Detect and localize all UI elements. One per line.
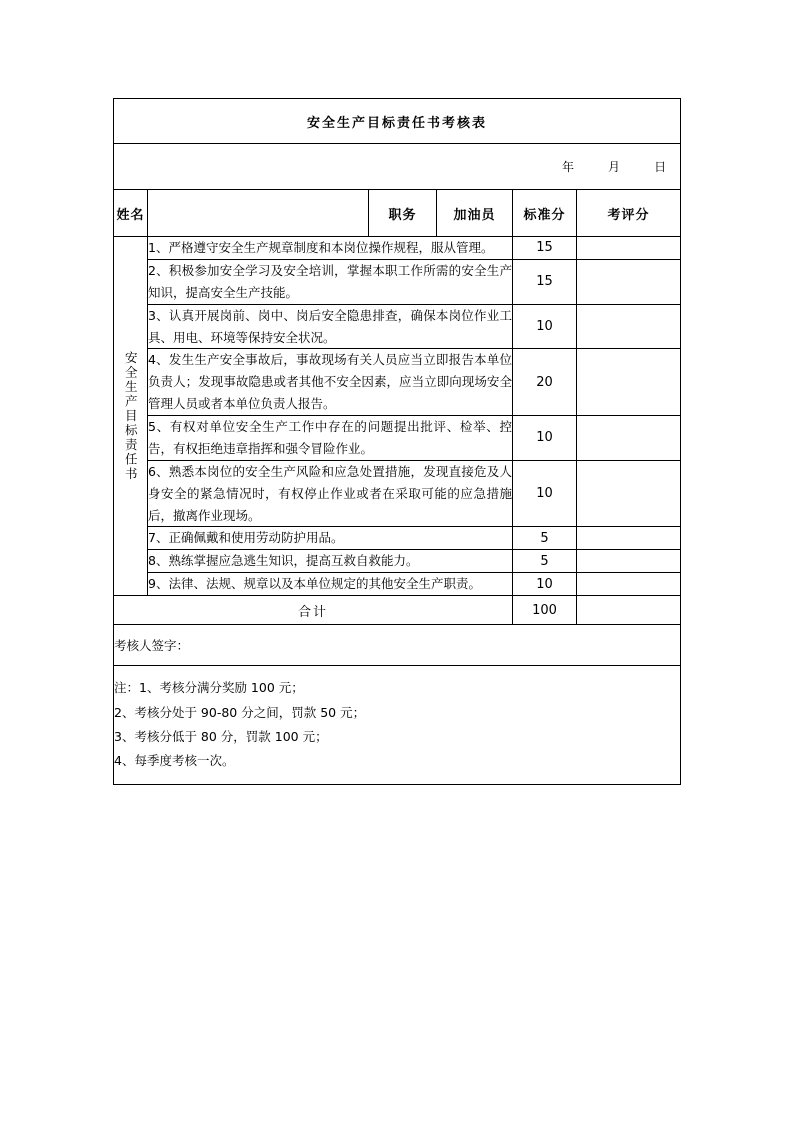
review-score-label: 考评分 xyxy=(577,190,681,237)
item-review-score[interactable] xyxy=(577,573,681,596)
item-review-score[interactable] xyxy=(577,237,681,260)
item-text: 8、熟练掌握应急逃生知识，提高互救自救能力。 xyxy=(148,550,513,573)
table-row xyxy=(114,550,681,573)
item-score: 5 xyxy=(513,527,577,550)
item-score: 15 xyxy=(513,259,577,304)
document-title: 安全生产目标责任书考核表 xyxy=(114,99,681,144)
year-label: 年 xyxy=(562,160,575,174)
item-score: 15 xyxy=(513,237,577,260)
item-score: 5 xyxy=(513,550,577,573)
table-row xyxy=(114,237,681,260)
title-row xyxy=(114,99,681,144)
month-label: 月 xyxy=(608,160,621,174)
total-row xyxy=(114,596,681,625)
note-line: 注：1、考核分满分奖励 100 元； xyxy=(114,680,304,696)
note-line: 2、考核分处于 90-80 分之间，罚款 50 元； xyxy=(114,704,366,720)
item-text: 3、认真开展岗前、岗中、岗后安全隐患排查，确保本岗位作业工具、用电、环境等保持安全状况。 xyxy=(148,304,513,349)
side-label-text: 安全生产目标责任书 xyxy=(123,350,139,482)
item-review-score[interactable] xyxy=(577,460,681,527)
date-fields xyxy=(114,144,681,190)
signature-field[interactable]: 考核人签字： xyxy=(114,625,681,666)
name-value[interactable] xyxy=(148,190,369,237)
item-review-score[interactable] xyxy=(577,550,681,573)
notes-block xyxy=(114,666,681,785)
item-score: 10 xyxy=(513,460,577,527)
note-line: 4、每季度考核一次。 xyxy=(114,753,235,769)
standard-score-label: 标准分 xyxy=(513,190,577,237)
table-row xyxy=(114,349,681,416)
note-line: 3、考核分低于 80 分，罚款 100 元； xyxy=(114,729,328,744)
total-review-score[interactable] xyxy=(577,596,681,625)
date-row xyxy=(114,144,681,190)
table-row xyxy=(114,460,681,527)
item-review-score[interactable] xyxy=(577,416,681,461)
assessment-table xyxy=(113,98,681,785)
item-text: 9、法律、法规、规章以及本单位规定的其他安全生产职责。 xyxy=(148,573,513,596)
total-label: 合计 xyxy=(114,596,513,625)
item-review-score[interactable] xyxy=(577,527,681,550)
item-text: 4、发生生产安全事故后，事故现场有关人员应当立即报告本单位负责人；发现事故隐患或者其他不安全因素，应当立即向现场安全管理人员或者本单位负责人报告。 xyxy=(148,349,513,416)
header-row xyxy=(114,190,681,237)
table-row xyxy=(114,259,681,304)
table-row xyxy=(114,416,681,461)
item-text: 5、有权对单位安全生产工作中存在的问题提出批评、检举、控告，有权拒绝违章指挥和强令冒险作业。 xyxy=(148,416,513,461)
item-text: 1、严格遵守安全生产规章制度和本岗位操作规程，服从管理。 xyxy=(148,237,513,260)
notes-row xyxy=(114,666,681,785)
item-text: 2、积极参加安全学习及安全培训，掌握本职工作所需的安全生产知识，提高安全生产技能。 xyxy=(148,259,513,304)
side-label xyxy=(114,237,148,596)
item-text: 6、熟悉本岗位的安全生产风险和应急处置措施，发现直接危及人身安全的紧急情况时，有权停止作业或者在采取可能的应急措施后，撤离作业现场。 xyxy=(148,460,513,527)
table-row xyxy=(114,527,681,550)
item-score: 10 xyxy=(513,304,577,349)
total-score: 100 xyxy=(513,596,577,625)
item-score: 20 xyxy=(513,349,577,416)
table-row xyxy=(114,304,681,349)
item-review-score[interactable] xyxy=(577,304,681,349)
position-value: 加油员 xyxy=(437,190,513,237)
day-label: 日 xyxy=(654,160,667,174)
table-row xyxy=(114,573,681,596)
name-label: 姓名 xyxy=(114,190,148,237)
signature-row xyxy=(114,625,681,666)
item-score: 10 xyxy=(513,416,577,461)
item-text: 7、正确佩戴和使用劳动防护用品。 xyxy=(148,527,513,550)
position-label: 职务 xyxy=(369,190,437,237)
item-review-score[interactable] xyxy=(577,259,681,304)
item-review-score[interactable] xyxy=(577,349,681,416)
item-score: 10 xyxy=(513,573,577,596)
